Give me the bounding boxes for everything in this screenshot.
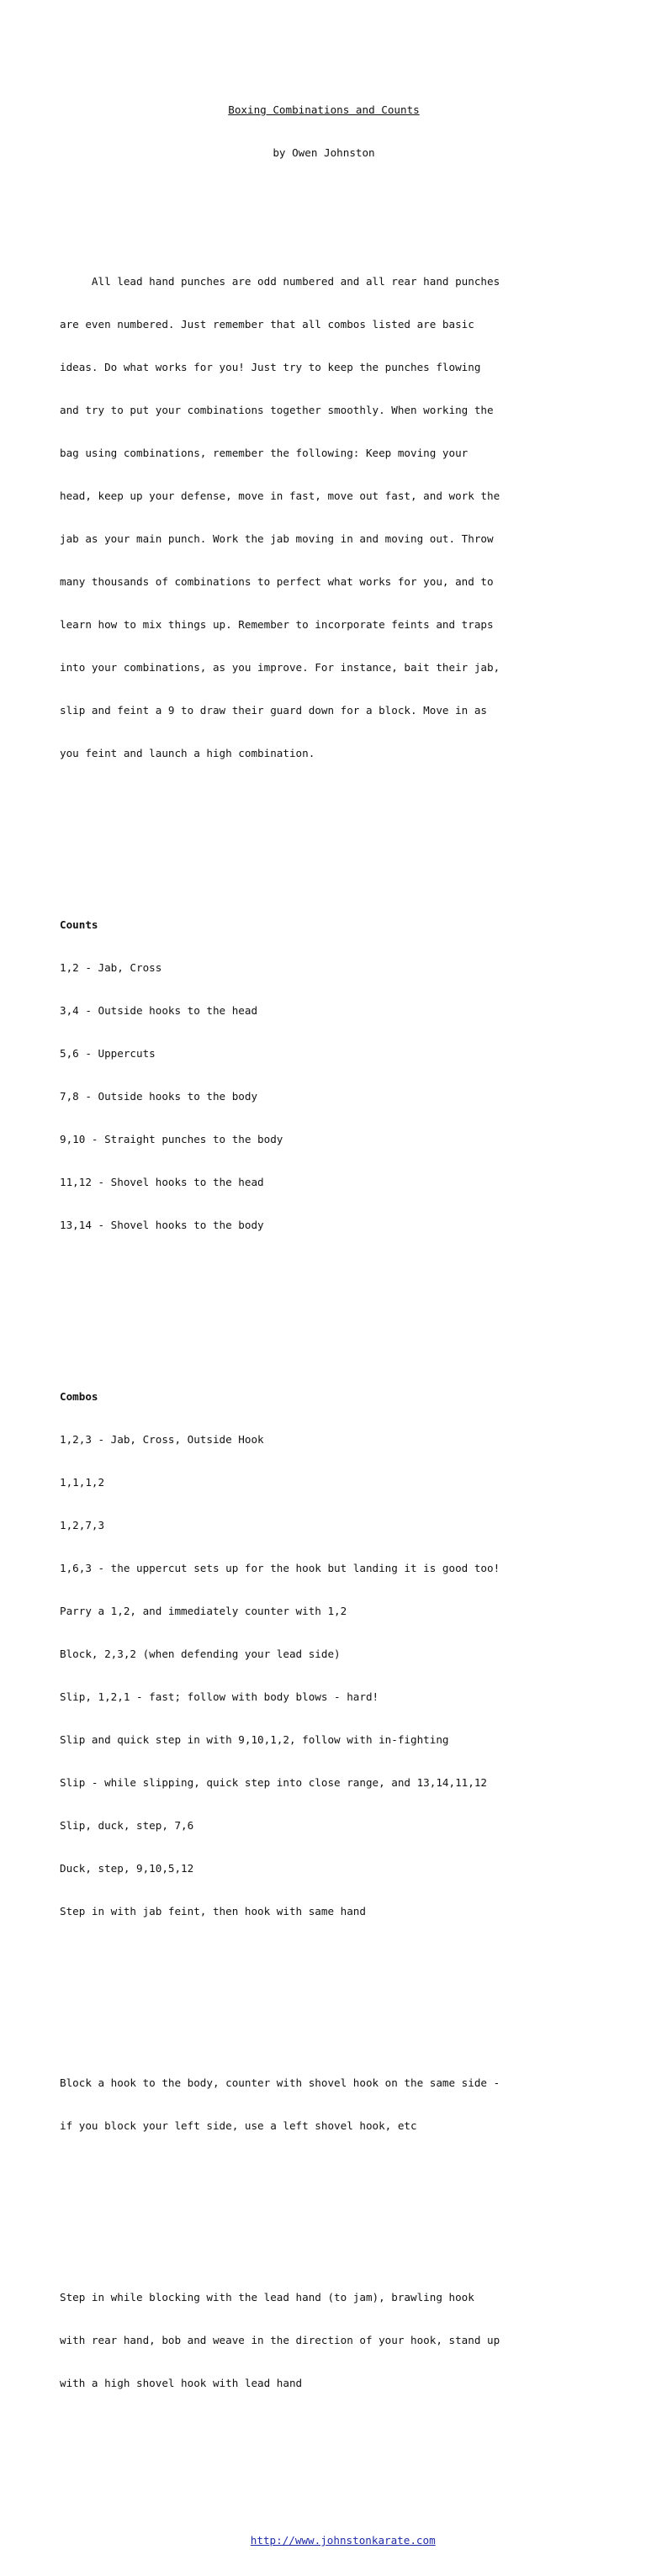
combo-item: 1,2,3 - Jab, Cross, Outside Hook	[60, 1433, 264, 1446]
intro-line: learn how to mix things up. Remember to incorporate feints and traps	[60, 618, 494, 631]
block-line: if you block your left side, use a left shovel hook, etc	[60, 2119, 417, 2132]
intro-line: All lead hand punches are odd numbered and all rear hand punches	[60, 275, 500, 288]
step-paragraph	[60, 2261, 598, 2419]
intro-line: head, keep up your defense, move in fast, move out fast, and work the	[60, 489, 500, 502]
document-title: Boxing Combinations and Counts	[228, 103, 420, 116]
count-item: 1,2 - Jab, Cross	[60, 961, 162, 974]
combo-item: 1,6,3 - the uppercut sets up for the hook but landing it is good too!	[60, 1562, 500, 1574]
document-body	[60, 60, 598, 2576]
intro-line: into your combinations, as you improve. For instance, bait their jab,	[60, 661, 500, 674]
combo-item: Slip and quick step in with 9,10,1,2, follow with in-fighting	[60, 1733, 449, 1746]
counts-heading: Counts	[60, 918, 98, 931]
website-link[interactable]: http://www.johnstonkarate.com	[250, 2534, 436, 2547]
combo-item: 1,2,7,3	[60, 1519, 105, 1531]
count-item: 9,10 - Straight punches to the body	[60, 1133, 283, 1145]
combo-item: 1,1,1,2	[60, 1476, 105, 1489]
spacer	[60, 832, 598, 846]
counts-section	[60, 889, 598, 1261]
intro-line: and try to put your combinations together smoothly. When working the	[60, 404, 494, 416]
website-link-row	[60, 2519, 588, 2547]
combo-item: Parry a 1,2, and immediately counter with 1,2	[60, 1605, 347, 1617]
combo-item: Block, 2,3,2 (when defending your lead side)	[60, 1648, 341, 1660]
spacer	[60, 2462, 598, 2476]
combo-item: Duck, step, 9,10,5,12	[60, 1862, 194, 1875]
combos-section	[60, 1361, 598, 1947]
intro-line: ideas. Do what works for you! Just try to keep the punches flowing	[60, 361, 481, 373]
intro-line: bag using combinations, remember the following: Keep moving your	[60, 447, 469, 459]
step-line: with a high shovel hook with lead hand	[60, 2377, 303, 2389]
count-item: 7,8 - Outside hooks to the body	[60, 1090, 258, 1103]
combos-heading: Combos	[60, 1390, 98, 1403]
step-line: with rear hand, bob and weave in the direction of your hook, stand up	[60, 2334, 500, 2346]
intro-line: jab as your main punch. Work the jab moving in and moving out. Throw	[60, 532, 494, 545]
combo-item: Slip - while slipping, quick step into close range, and 13,14,11,12	[60, 1776, 487, 1789]
count-item: 13,14 - Shovel hooks to the body	[60, 1219, 264, 1231]
intro-line: slip and feint a 9 to draw their guard down for a block. Move in as	[60, 704, 487, 717]
document-author: by Owen Johnston	[273, 146, 375, 159]
step-line: Step in while blocking with the lead hand (to jam), brawling hook	[60, 2291, 474, 2304]
intro-line: are even numbered. Just remember that all combos listed are basic	[60, 318, 474, 331]
count-item: 3,4 - Outside hooks to the head	[60, 1004, 258, 1017]
spacer	[60, 1990, 598, 2004]
intro-line: you feint and launch a high combination.	[60, 747, 315, 759]
count-item: 11,12 - Shovel hooks to the head	[60, 1176, 264, 1188]
combo-item: Step in with jab feint, then hook with same hand	[60, 1905, 366, 1917]
count-item: 5,6 - Uppercuts	[60, 1047, 156, 1060]
combo-item: Slip, duck, step, 7,6	[60, 1819, 194, 1832]
intro-line: many thousands of combinations to perfect what works for you, and to	[60, 575, 494, 588]
spacer	[60, 2204, 598, 2219]
block-paragraph	[60, 2047, 598, 2161]
block-line: Block a hook to the body, counter with shovel hook on the same side -	[60, 2076, 500, 2089]
combo-item: Slip, 1,2,1 - fast; follow with body blows - hard!	[60, 1690, 379, 1703]
spacer	[60, 1304, 598, 1318]
spacer	[60, 188, 598, 203]
intro-paragraph	[60, 246, 598, 789]
